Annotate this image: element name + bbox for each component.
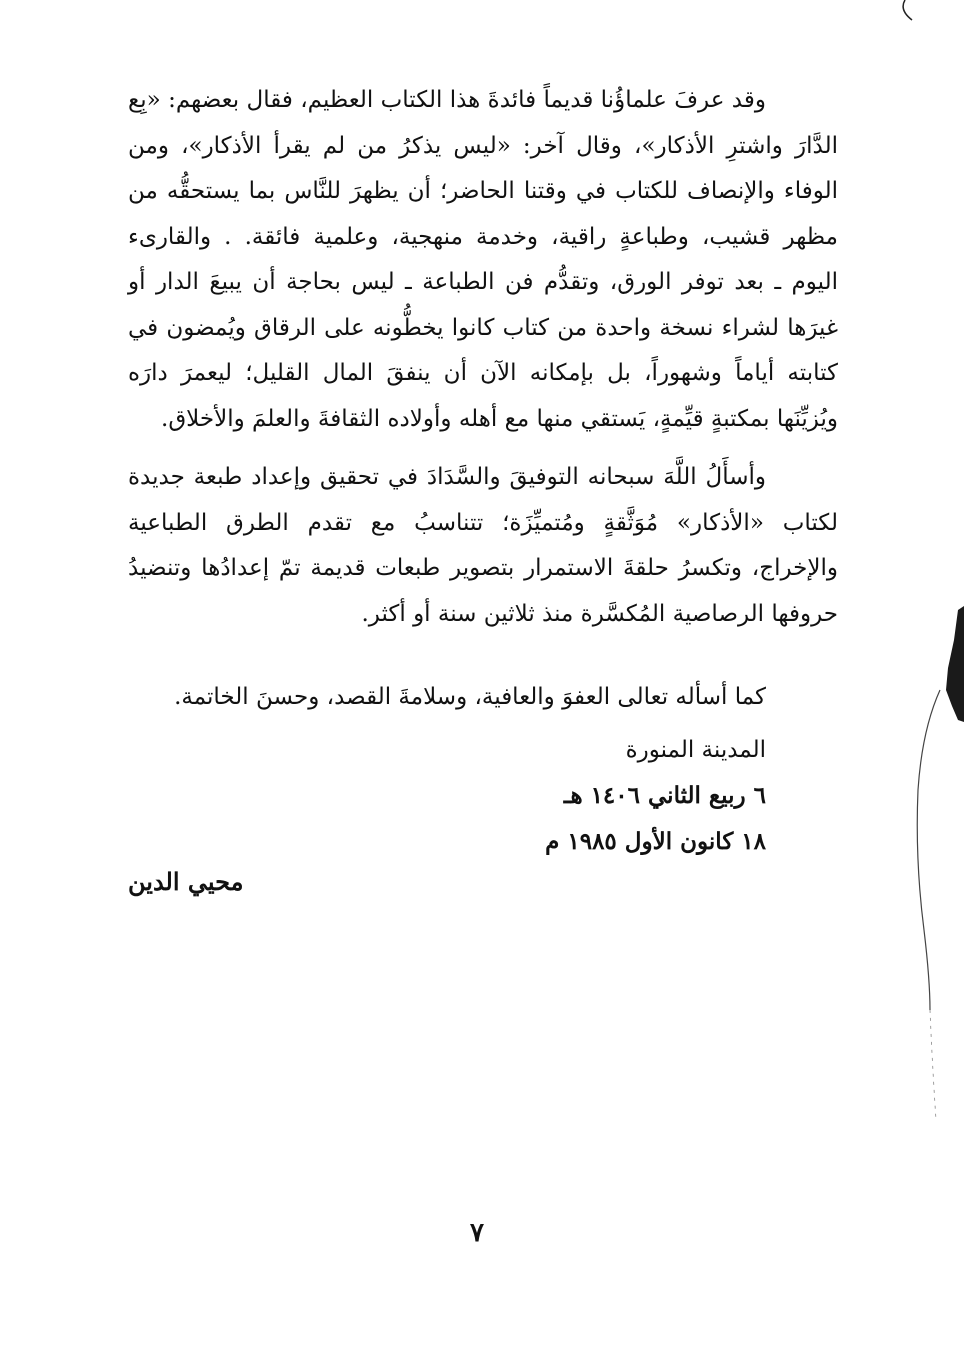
paragraph-prayer: وأسأَلُ اللَّهَ سبحانه التوفيقَ والسَّدَادَ في تحقيق وإعداد طبعة جديدة لكتاب «الأذكار» مُوَثَّقةٍ ومُتميِّزَة؛ تتناسبُ مع تقدم الطرق الطباعية والإخراج، وتكسرُ حلقةَ الاستمرار بتصوير طبعات قديمة تمّ إعدادُها وتنضيدُ حروفها الرصاصية المُكسَّرة منذ ثلاثين سنة أو أكثر.: [128, 464, 838, 627]
dateline-gregorian-date: ١٨ كانون الأول ١٩٨٥ م: [545, 828, 766, 855]
body-text: [128, 78, 838, 637]
dateline-place: المدينة المنورة: [625, 737, 766, 763]
dateline: [545, 727, 766, 865]
paragraph-intro: وقد عرفَ علماؤُنا قديماً فائدةَ هذا الكتاب العظيم، فقال بعضهم: «بِع الدَّارَ واشترِ الأذكار»، وقال آخر: «ليس يذكرُ من لم يقرأ الأذكار»، ومن الوفاء والإنصاف للكتاب في وقتنا الحاضر؛ أن يظهرَ للنَّاس بما يستحقُّه من مظهر قشيب، وطباعةٍ راقية، وخدمة منهجية، وعلمية فائقة. . والقارىء اليوم ـ بعد توفر الورق، وتقدُّم فن الطباعة ـ ليس بحاجة أن يبيعَ الدار أو غيرَها لشراء نسخة واحدة من كتاب كانوا يخطُّونه على الرقاق ويُمضون في كتابته أياماً وشهوراً، بل بإمكانه الآن أن ينفقَ المال القليل؛ ليعمرَ دارَه ويُزيِّنَها بمكتبةٍ قيِّمةٍ، يَستقي منها مع أهله وأولاده الثقافةَ والعلمَ والأخلاق.: [128, 87, 838, 432]
closing-line: كما أسأله تعالى العفوَ والعافية، وسلامةَ القصد، وحسنَ الخاتمة.: [174, 684, 766, 710]
page-number: ٧: [470, 1218, 484, 1248]
dateline-hijri-date: ٦ ربيع الثاني ١٤٠٦ هـ: [563, 782, 766, 809]
author-signature: محيي الدين: [128, 867, 244, 896]
